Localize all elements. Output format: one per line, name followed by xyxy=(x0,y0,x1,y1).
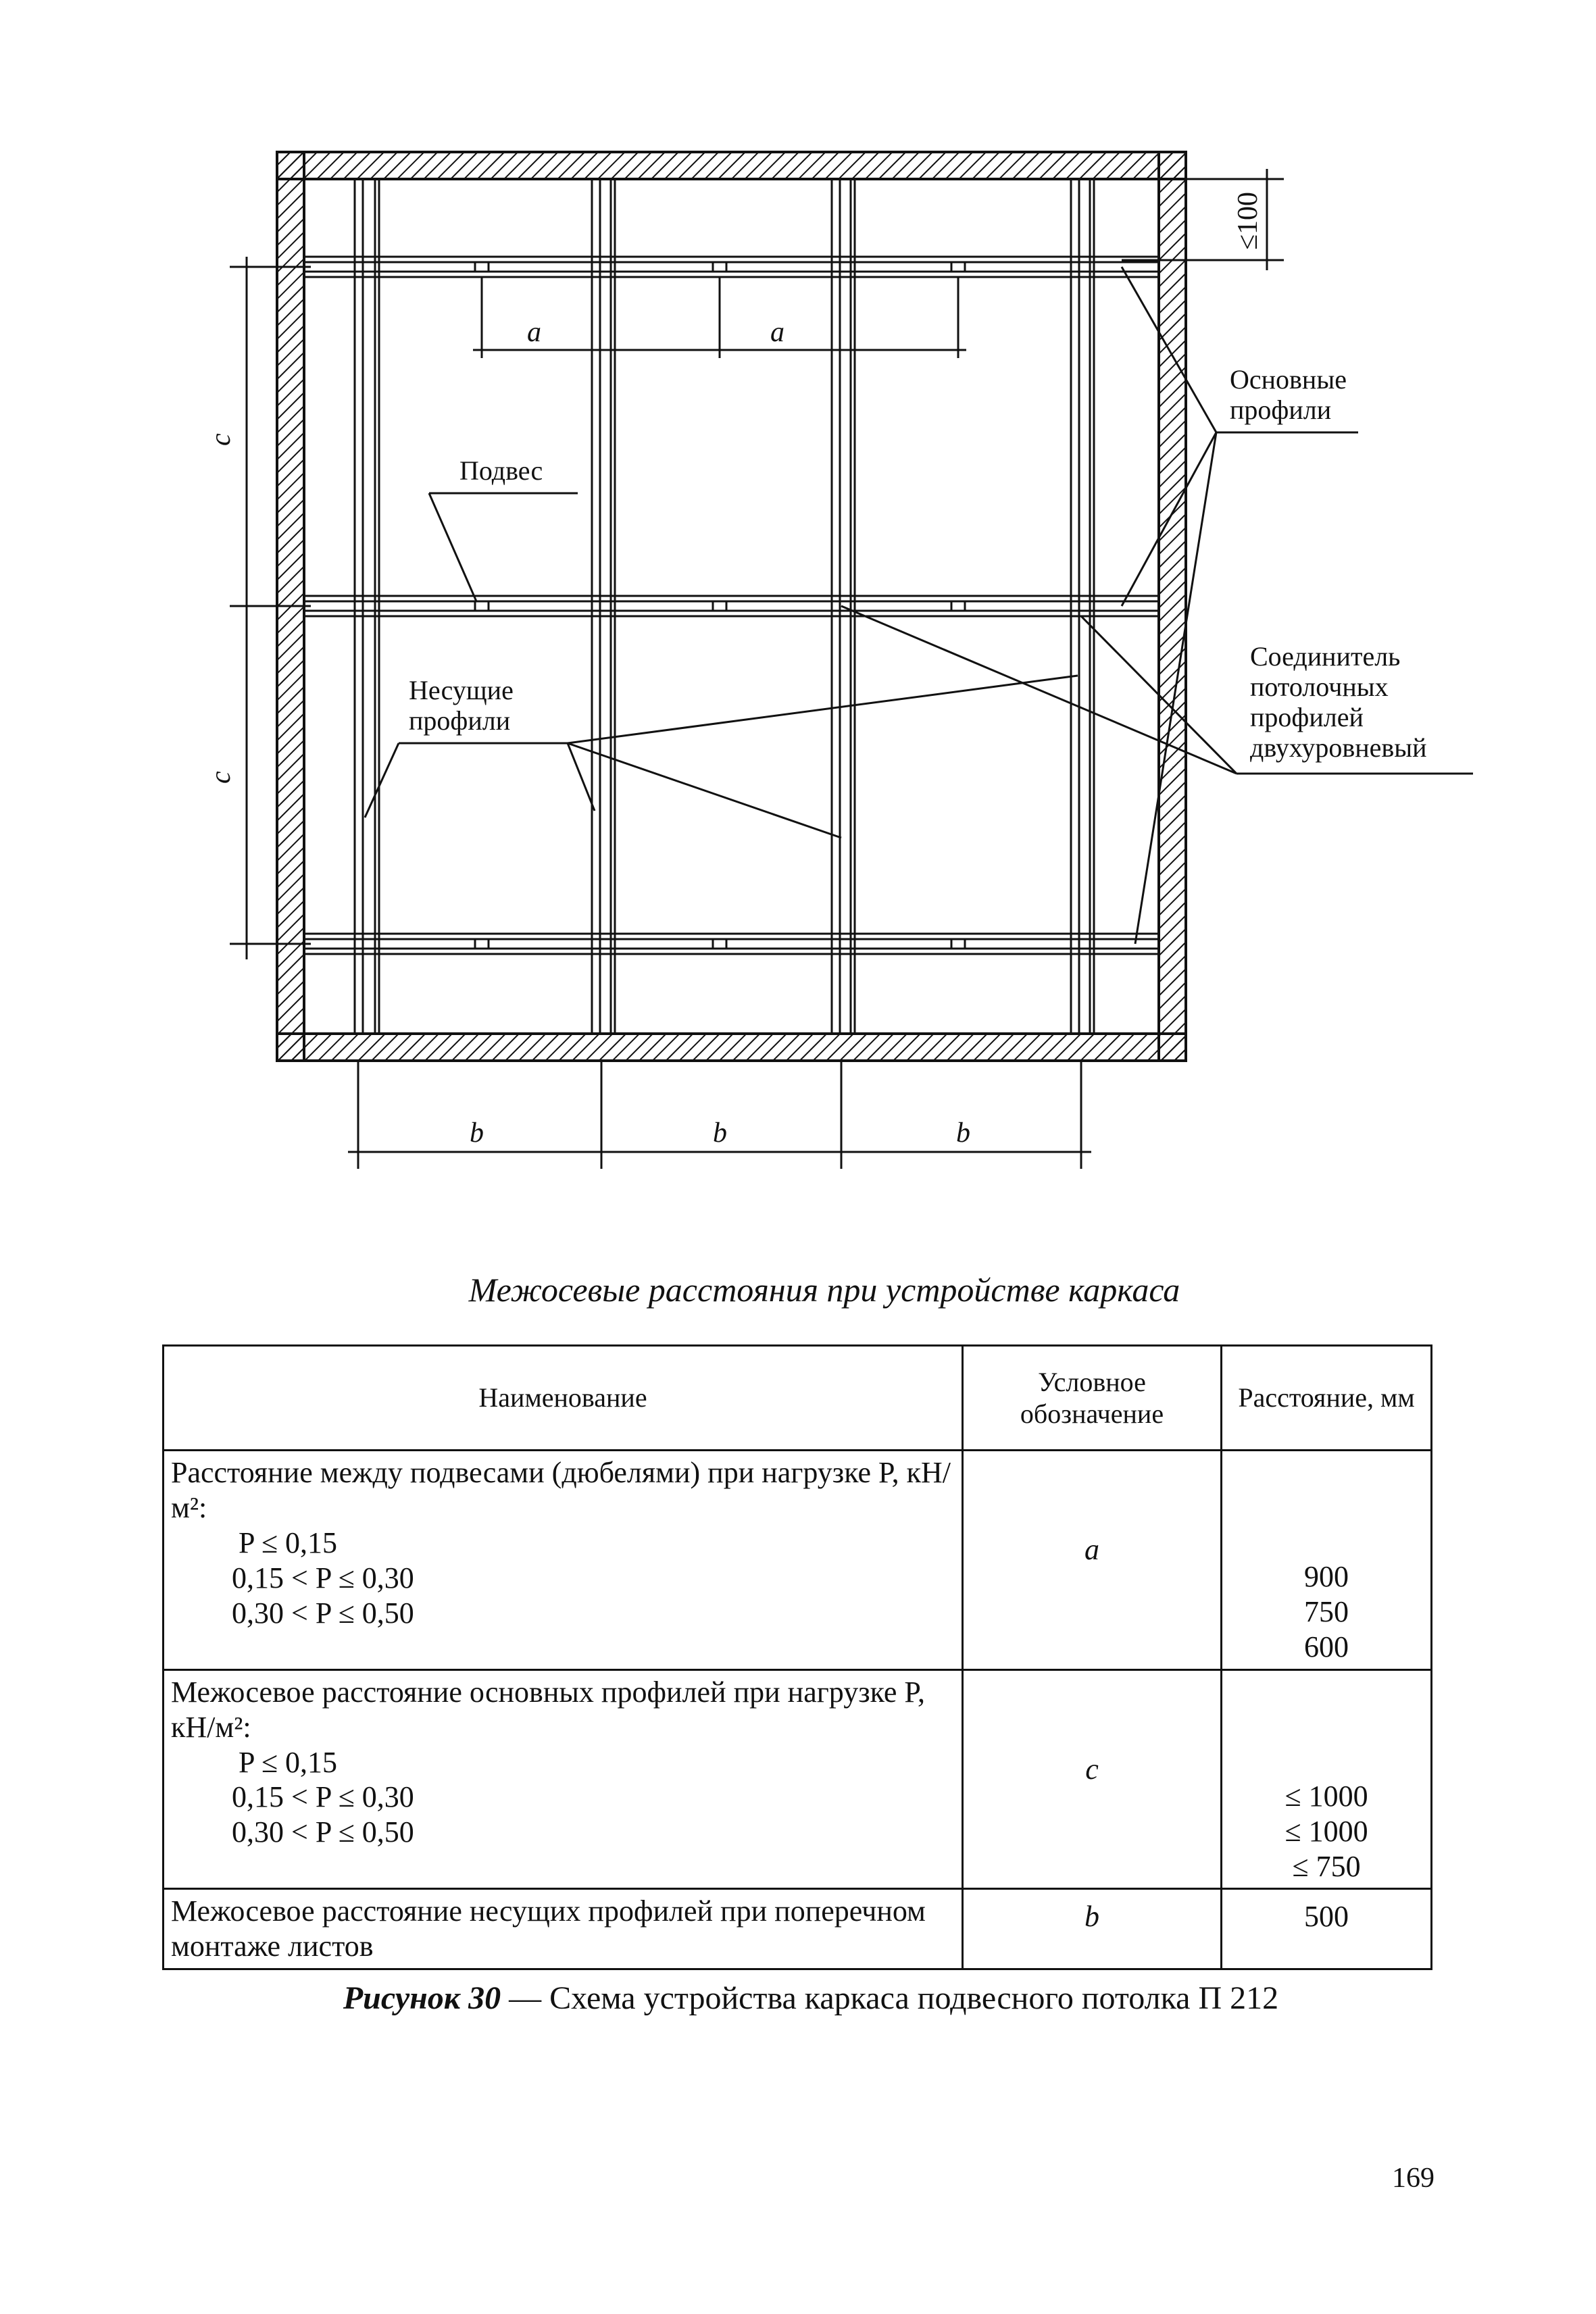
row-condition: 0,15 < P ≤ 0,30 xyxy=(232,1780,414,1814)
figure-caption-text: Схема устройства каркаса подвесного потолка П 212 xyxy=(549,1980,1279,2016)
connector-label: двухуровневый xyxy=(1250,732,1427,763)
hanger xyxy=(475,262,489,272)
bearing-profile xyxy=(355,179,379,1034)
row-symbol: c xyxy=(963,1669,1222,1889)
spacing-table xyxy=(162,1344,1432,1970)
row-symbol: b xyxy=(963,1889,1222,1969)
row-value: ≤ 1000 xyxy=(1285,1779,1368,1813)
header-symbol: Условное обозначение xyxy=(963,1346,1222,1451)
hanger xyxy=(475,601,489,611)
table-row xyxy=(164,1669,1432,1889)
row-value: 500 xyxy=(1304,1900,1349,1934)
hanger xyxy=(475,939,489,949)
header-name: Наименование xyxy=(164,1346,963,1451)
row-value: 900 xyxy=(1304,1560,1349,1593)
page-number: 169 xyxy=(1392,2163,1435,2194)
row-name-cell xyxy=(164,1669,963,1889)
main-profile xyxy=(304,934,1159,954)
main-profiles-label: Основные xyxy=(1230,364,1347,395)
bearing-profiles-label: Несущие xyxy=(409,675,514,705)
row-values-cell xyxy=(1222,1669,1432,1889)
dimension-a-label: a xyxy=(770,317,784,348)
row-value: 750 xyxy=(1304,1594,1349,1628)
hanger xyxy=(713,939,726,949)
dimension-c-label: c xyxy=(205,771,236,784)
table-header-row xyxy=(164,1346,1432,1451)
table-row xyxy=(164,1889,1432,1969)
row-name-cell xyxy=(164,1889,963,1969)
row-description: Межосевое расстояние основных профилей при нагрузке P, кН/м²: xyxy=(171,1675,925,1744)
hanger-label: Подвес xyxy=(459,455,543,486)
bearing-profiles-label: профили xyxy=(409,705,511,736)
wall-frame xyxy=(277,152,1186,1061)
dimension-b xyxy=(348,1061,1091,1169)
row-description: Межосевое расстояние несущих профилей при поперечном монтаже листов xyxy=(171,1894,926,1963)
dimension-b-label: b xyxy=(956,1117,970,1149)
connector-label: потолочных xyxy=(1250,672,1389,702)
dimension-edge-label: ≤100 xyxy=(1232,191,1264,250)
row-condition: 0,30 < P ≤ 0,50 xyxy=(232,1815,414,1849)
hanger xyxy=(951,601,965,611)
row-value: ≤ 750 xyxy=(1292,1849,1361,1883)
dimension-b-label: b xyxy=(470,1117,484,1149)
main-profile xyxy=(304,596,1159,616)
row-condition: 0,15 < P ≤ 0,30 xyxy=(232,1561,414,1594)
row-value: ≤ 1000 xyxy=(1285,1814,1368,1848)
dimension-a-label: a xyxy=(527,317,541,348)
row-symbol: a xyxy=(963,1451,1222,1670)
hanger xyxy=(713,262,726,272)
figure-caption-label: Рисунок 30 xyxy=(343,1980,501,2016)
table-title: Межосевые расстояния при устройстве каркаса xyxy=(468,1271,1180,1309)
row-condition: P ≤ 0,15 xyxy=(239,1745,337,1779)
hanger xyxy=(951,262,965,272)
bearing-profile xyxy=(1071,179,1094,1034)
figure-caption xyxy=(338,1980,1284,2017)
connector-label: Соединитель xyxy=(1250,641,1401,672)
row-value: 600 xyxy=(1304,1630,1349,1663)
bearing-profile xyxy=(592,179,615,1034)
row-description: Расстояние между подвесами (дюбелями) при нагрузке P, кН/м²: xyxy=(171,1456,951,1524)
callout-hanger xyxy=(429,493,578,601)
main-profiles xyxy=(304,257,1159,954)
row-condition: 0,30 < P ≤ 0,50 xyxy=(232,1596,414,1630)
main-profiles-label: профили xyxy=(1230,395,1332,425)
hangers xyxy=(475,262,965,949)
dimension-a xyxy=(473,277,966,358)
row-values-cell xyxy=(1222,1889,1432,1969)
row-name-cell xyxy=(164,1451,963,1670)
connector-label: профилей xyxy=(1250,702,1364,732)
row-values-cell xyxy=(1222,1451,1432,1670)
header-distance: Расстояние, мм xyxy=(1222,1346,1432,1451)
table-row xyxy=(164,1451,1432,1670)
figure-caption-separator: — xyxy=(501,1980,550,2016)
dimension-b-label: b xyxy=(713,1117,727,1149)
hanger xyxy=(951,939,965,949)
main-profile xyxy=(304,257,1159,277)
row-condition: P ≤ 0,15 xyxy=(239,1526,337,1559)
hanger xyxy=(713,601,726,611)
dimension-c-label: c xyxy=(205,433,236,446)
